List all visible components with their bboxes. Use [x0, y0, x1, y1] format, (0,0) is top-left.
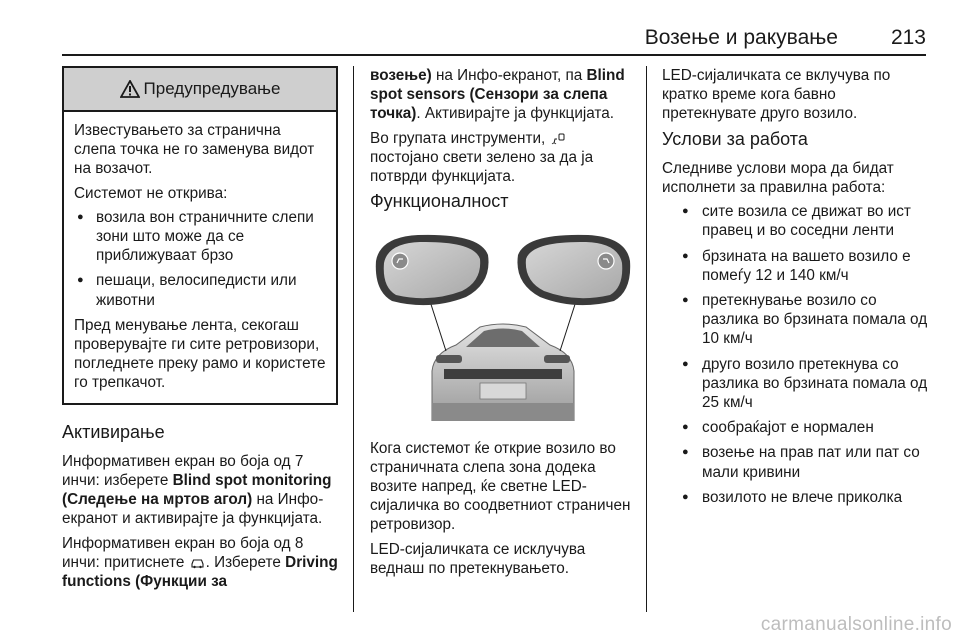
activation-heading: Активирање [62, 421, 165, 442]
text-span: Во групата инструменти, [370, 129, 546, 147]
column-divider [646, 66, 647, 612]
warning-body [64, 112, 336, 403]
text-span: Информативен екран во боја од 7 инчи: изберете [62, 452, 304, 490]
warning-header [64, 68, 336, 112]
right-mirror [517, 235, 630, 305]
warning-list [74, 208, 326, 310]
text-span: . Изберете [205, 553, 281, 571]
column-right [662, 66, 934, 513]
warning-box [62, 66, 338, 405]
watermark: carmanualsonline.info [760, 614, 952, 635]
text-span: на Инфо-екранот и активирајте ја функцијата. [62, 491, 324, 528]
car-rear [432, 324, 574, 421]
menu-reference: Driving functions (Функции за [62, 553, 338, 591]
list-item: ● возила вон страничните слепи зони што може да се приближуваат брзо [74, 208, 326, 266]
text-span: . Активирајте ја функцијата. [416, 105, 615, 123]
list-item: ● сообраќајот е нормален [662, 418, 934, 437]
warning-text: Системот не открива: [74, 184, 228, 202]
warning-text: Пред менување лента, секогаш проверувајте ги сите ретровизори, погледнете преку рамо и користете го трепкачот. [74, 316, 326, 392]
column-divider [353, 66, 354, 612]
activation-paragraph [62, 534, 338, 592]
list-item: ● претекнување возило со разлика во брзината помала од 10 км/ч [662, 291, 934, 349]
list-item: ● друго возило претекнува со разлика во брзината помала од 25 км/ч [662, 355, 934, 413]
menu-reference: возење) [370, 67, 432, 84]
conditions-intro: Следниве услови мора да бидат исполнети за правилна работа: [662, 159, 894, 197]
mirror-illustration [370, 231, 636, 421]
activation-paragraph [62, 452, 338, 529]
list-item: ● возење на прав пат или пат со мали кривини [662, 443, 934, 481]
column-left [62, 66, 338, 596]
warning-text: Известувањето за странична слепа точка не го заменува видот на возачот. [74, 122, 315, 178]
text-span: на Инфо-екранот, па [435, 67, 583, 84]
list-item: ● сите возила се движат во ист правец и во соседни ленти [662, 202, 934, 240]
function-heading: Функционалност [370, 191, 509, 212]
warning-triangle-icon [120, 80, 140, 98]
function-paragraph: Кога системот ќе открие возило во страничната слепа зона додека возите напред, ќе светне LED-сијаличка во соодветниот страничен ретровизор. [370, 439, 631, 534]
left-mirror [376, 235, 489, 305]
list-item: ● брзината на вашето возило е помеѓу 12 и 140 км/ч [662, 247, 934, 285]
warning-title: Предупредување [143, 79, 281, 99]
activation-paragraph [370, 66, 636, 124]
column-middle [370, 66, 636, 583]
page-header [62, 24, 926, 56]
conditions-list [662, 202, 934, 507]
list-item: ● пешаци, велосипедисти или животни [74, 271, 326, 309]
text-span: постојано свети зелено за да ја потврди функцијата. [370, 148, 594, 186]
function-paragraph: LED-сијаличката се исклучува веднаш по претекнувањето. [370, 540, 586, 577]
menu-reference: Blind spot monitoring (Следење на мртов агол) [62, 472, 332, 509]
conditions-heading: Услови за работа [662, 128, 808, 149]
text-span: Информативен екран во боја од 8 инчи: притиснете [62, 534, 304, 571]
blind-spot-indicator-icon [551, 132, 566, 145]
page-number: 213 [890, 26, 926, 49]
car-settings-icon [190, 556, 205, 569]
function-paragraph: LED-сијаличката се вклучува по кратко време кога бавно претекнувате друго возило. [662, 67, 891, 123]
list-item: ● возилото не влече приколка [662, 488, 934, 507]
menu-reference: Blind spot sensors (Сензори за слепа точка) [370, 67, 625, 123]
section-title: Возење и ракување [644, 26, 838, 49]
activation-paragraph [370, 129, 636, 187]
